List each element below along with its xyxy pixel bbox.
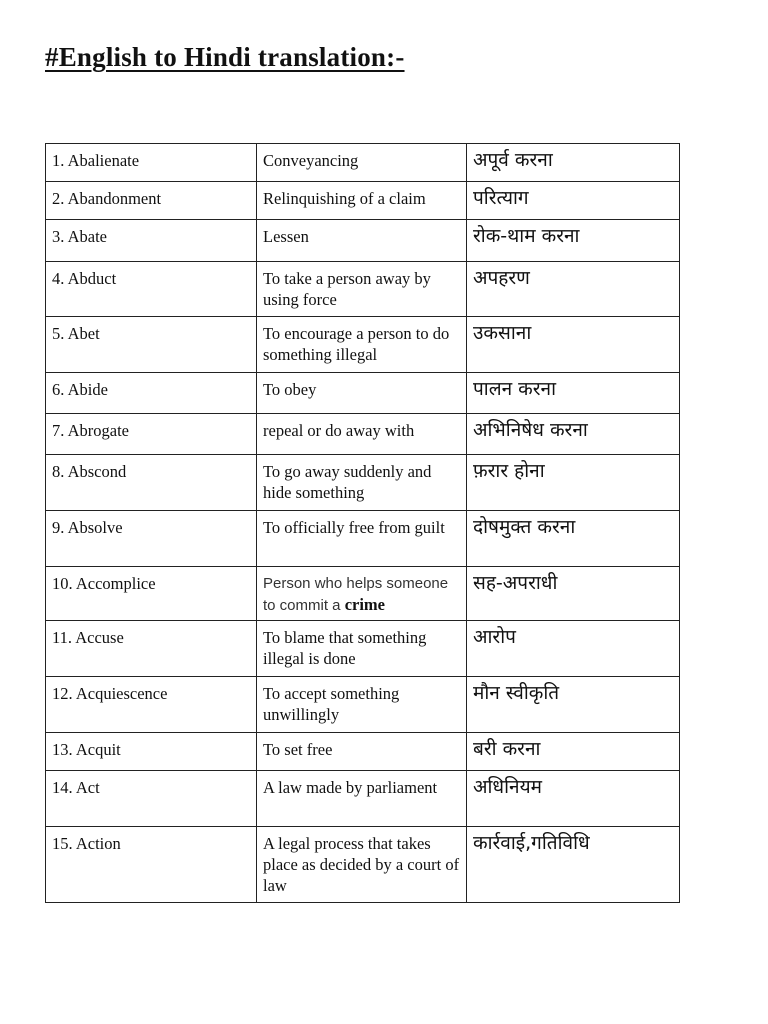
meaning-cell: repeal or do away with	[257, 414, 467, 455]
meaning-cell: Relinquishing of a claim	[257, 182, 467, 220]
table-row	[46, 677, 680, 733]
hindi-cell: अपूर्व करना	[467, 144, 680, 182]
meaning-cell: Conveyancing	[257, 144, 467, 182]
meaning-cell: A law made by parliament	[257, 771, 467, 827]
hindi-cell: पालन करना	[467, 373, 680, 414]
term-cell: 13. Acquit	[46, 733, 257, 771]
table-row	[46, 414, 680, 455]
term-cell: 10. Accomplice	[46, 567, 257, 621]
term-cell: 11. Accuse	[46, 621, 257, 677]
term-cell: 7. Abrogate	[46, 414, 257, 455]
table-row	[46, 317, 680, 373]
term-cell: 12. Acquiescence	[46, 677, 257, 733]
table-row	[46, 733, 680, 771]
meaning-cell: A legal process that takes place as decided by a court of law	[257, 827, 467, 903]
hindi-cell: सह-अपराधी	[467, 567, 680, 621]
hindi-cell: रोक-थाम करना	[467, 220, 680, 262]
hindi-cell: दोषमुक्त करना	[467, 511, 680, 567]
table-row	[46, 182, 680, 220]
table-row	[46, 373, 680, 414]
table-row	[46, 621, 680, 677]
term-cell: 1. Abalienate	[46, 144, 257, 182]
hindi-cell: कार्रवाई,गतिविधि	[467, 827, 680, 903]
term-cell: 6. Abide	[46, 373, 257, 414]
hindi-cell: अभिनिषेध करना	[467, 414, 680, 455]
term-cell: 9. Absolve	[46, 511, 257, 567]
meaning-cell: To encourage a person to do something illegal	[257, 317, 467, 373]
term-cell: 15. Action	[46, 827, 257, 903]
hindi-cell: अधिनियम	[467, 771, 680, 827]
hindi-cell: परित्याग	[467, 182, 680, 220]
hindi-cell: अपहरण	[467, 262, 680, 317]
term-cell: 8. Abscond	[46, 455, 257, 511]
meaning-cell: To set free	[257, 733, 467, 771]
glossary-table	[45, 143, 680, 903]
hindi-cell: फ़रार होना	[467, 455, 680, 511]
table-row	[46, 771, 680, 827]
term-cell: 4. Abduct	[46, 262, 257, 317]
table-row	[46, 827, 680, 903]
term-cell: 14. Act	[46, 771, 257, 827]
table-row	[46, 144, 680, 182]
term-cell: 2. Abandonment	[46, 182, 257, 220]
meaning-cell: To go away suddenly and hide something	[257, 455, 467, 511]
table-row	[46, 262, 680, 317]
hindi-cell: आरोप	[467, 621, 680, 677]
meaning-cell: To obey	[257, 373, 467, 414]
meaning-cell: To accept something unwillingly	[257, 677, 467, 733]
meaning-bold-word: crime	[344, 595, 385, 614]
table-row	[46, 220, 680, 262]
hindi-cell: मौन स्वीकृति	[467, 677, 680, 733]
table-row	[46, 511, 680, 567]
meaning-cell: Lessen	[257, 220, 467, 262]
meaning-cell: To take a person away by using force	[257, 262, 467, 317]
meaning-cell	[257, 567, 467, 621]
hindi-cell: बरी करना	[467, 733, 680, 771]
term-cell: 3. Abate	[46, 220, 257, 262]
meaning-cell: To officially free from guilt	[257, 511, 467, 567]
meaning-cell: To blame that something illegal is done	[257, 621, 467, 677]
table-row	[46, 567, 680, 621]
meaning-plain-text: Person who helps someone to commit a	[263, 575, 449, 614]
hindi-cell: उकसाना	[467, 317, 680, 373]
table-row	[46, 455, 680, 511]
page-title: #English to Hindi translation:-	[45, 42, 405, 72]
term-cell: 5. Abet	[46, 317, 257, 373]
